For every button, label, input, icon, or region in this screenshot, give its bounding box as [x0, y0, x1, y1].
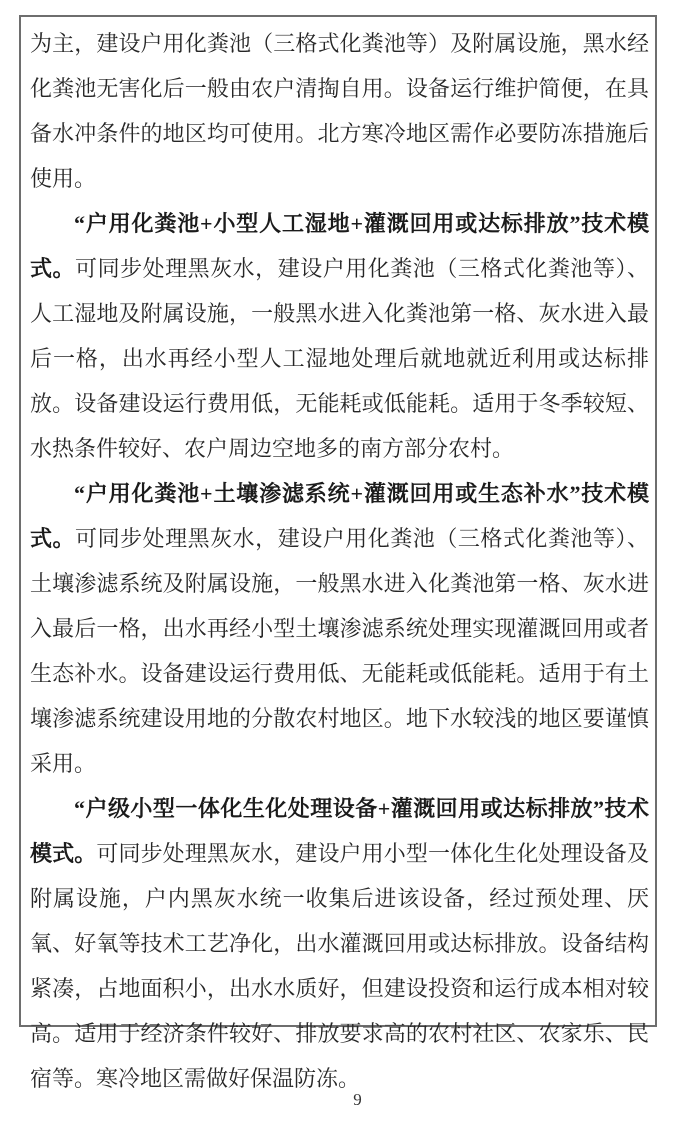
- paragraph-body-text: 为主，建设户用化粪池（三格式化粪池等）及附属设施，黑水经化粪池无害化后一般由农户清掏自用。设备运行维护简便，在具备水冲条件的地区均可使用。北方寒冷地区需作必要防冻措施后使用。: [30, 31, 649, 191]
- paragraph-mode-integrated-device: [30, 786, 649, 1101]
- paragraph-body-text: 可同步处理黑灰水，建设户用小型一体化生化处理设备及附属设施，户内黑灰水统一收集后进该设备，经过预处理、厌氧、好氧等技术工艺净化，出水灌溉回用或达标排放。设备结构紧凑，占地面积小，出水水质好，但建设投资和运行成本相对较高。适用于经济条件较好、排放要求高的农村社区、农家乐、民宿等。寒冷地区需做好保温防冻。: [30, 841, 649, 1091]
- paragraph-bold-lead: “户用化粪池+小型人工湿地+灌溉回用或达标排放”技术模式。: [30, 211, 649, 281]
- page-number: 9: [353, 1090, 362, 1109]
- paragraph-mode-soil-infiltration: [30, 471, 649, 786]
- page-border-frame: [19, 15, 657, 1091]
- paragraph-body-text: 可同步处理黑灰水，建设户用化粪池（三格式化粪池等）、土壤渗滤系统及附属设施，一般黑水进入化粪池第一格、灰水进入最后一格，出水再经小型土壤渗滤系统处理实现灌溉回用或者生态补水。设备建设运行费用低、无能耗或低能耗。适用于有土壤渗滤系统建设用地的分散农村地区。地下水较浅的地区要谨慎采用。: [30, 526, 649, 776]
- paragraph-bold-lead: “户级小型一体化生化处理设备+灌溉回用或达标排放”技术模式。: [30, 796, 649, 866]
- paragraph-continuation: [30, 21, 649, 201]
- paragraph-mode-wetland: [30, 201, 649, 471]
- paragraph-bold-lead: “户用化粪池+土壤渗滤系统+灌溉回用或生态补水”技术模式。: [30, 481, 649, 551]
- paragraph-body-text: 可同步处理黑灰水，建设户用化粪池（三格式化粪池等）、人工湿地及附属设施，一般黑水进入化粪池第一格、灰水进入最后一格，出水再经小型人工湿地处理后就地就近利用或达标排放。设备建设运行费用低，无能耗或低能耗。适用于冬季较短、水热条件较好、农户周边空地多的南方部分农村。: [30, 256, 649, 461]
